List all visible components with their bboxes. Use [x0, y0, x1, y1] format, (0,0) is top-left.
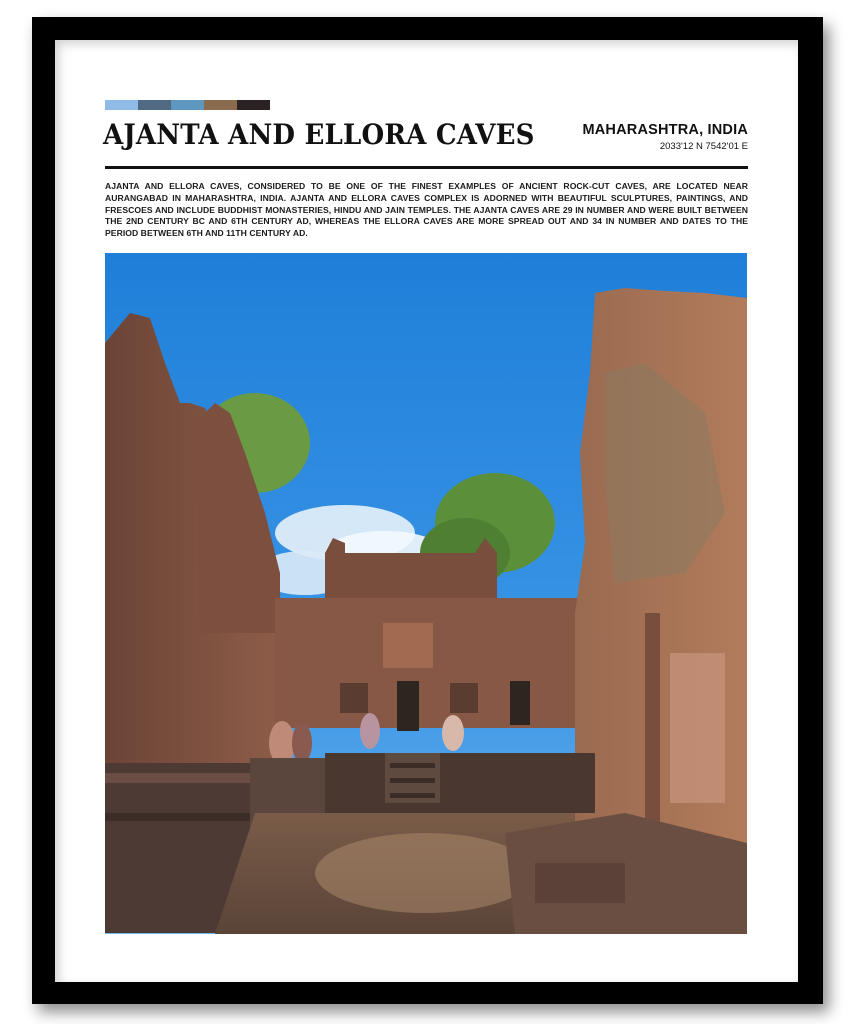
- temple-photo-illustration: [105, 253, 747, 934]
- temple-photo: [105, 253, 747, 934]
- picture-frame: [32, 17, 823, 1004]
- poster-description: AJANTA AND ELLORA CAVES, CONSIDERED TO BE ONE OF THE FINEST EXAMPLES OF ANCIENT ROCK-CUT CAVES, ARE LOCATED NEAR AURANGABAD IN MAHARASHTRA, INDIA. AJANTA AND ELLORA CAVES COMPLEX IS ADORNED WITH BEAUTIFUL SCULPTURES, PAINTINGS, AND FRESCOES AND INCLUDE BUDDHIST MONASTERIES, HINDU AND JAIN TEMPLES. THE AJANTA CAVES ARE 29 IN NUMBER AND WERE BUILT BETWEEN THE 2ND CENTURY BC AND 6TH CENTURY AD, WHEREAS THE ELLORA CAVES ARE MORE SPREAD OUT AND 34 IN NUMBER AND DATES TO THE PERIOD BETWEEN 6TH AND 11TH CENTURY AD.: [105, 181, 748, 239]
- location-region: MAHARASHTRA, INDIA: [582, 122, 748, 138]
- palette-swatch: [237, 100, 270, 110]
- palette-swatch: [171, 100, 204, 110]
- location-coordinates: 2033'12 N 7542'01 E: [659, 141, 748, 152]
- poster-title: AJANTA AND ELLORA CAVES: [103, 118, 535, 151]
- title-divider: [105, 166, 748, 169]
- location-block: [582, 122, 748, 152]
- palette-swatch: [204, 100, 237, 110]
- palette-swatch: [138, 100, 171, 110]
- palette-swatch: [105, 100, 138, 110]
- color-palette: [105, 100, 270, 110]
- poster-mat: [55, 40, 798, 982]
